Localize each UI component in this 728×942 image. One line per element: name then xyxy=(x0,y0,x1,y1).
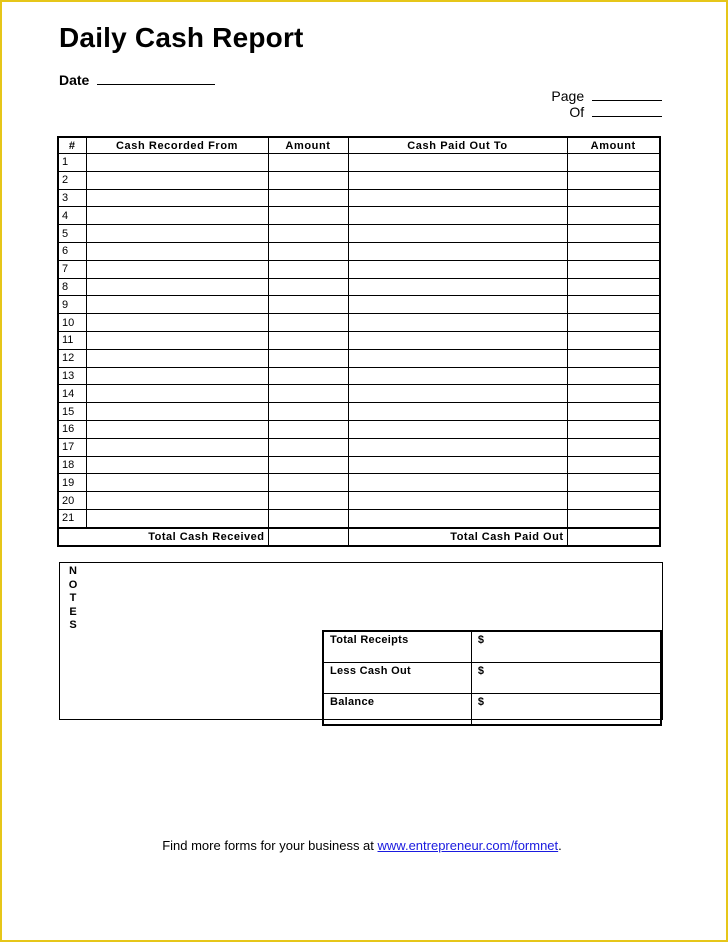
summary-row xyxy=(323,631,661,663)
amount-received-cell[interactable] xyxy=(268,278,348,296)
cash-recorded-from-cell[interactable] xyxy=(86,349,268,367)
column-header: Amount xyxy=(268,137,348,154)
table-row xyxy=(58,456,660,474)
row-number: 20 xyxy=(58,492,86,510)
table-row xyxy=(58,367,660,385)
summary-table xyxy=(322,630,662,726)
amount-received-cell[interactable] xyxy=(268,242,348,260)
cash-paid-out-to-cell[interactable] xyxy=(348,331,567,349)
notes-letter: O xyxy=(68,578,78,591)
cash-paid-out-to-cell[interactable] xyxy=(348,296,567,314)
row-number: 1 xyxy=(58,154,86,172)
amount-received-cell[interactable] xyxy=(268,296,348,314)
row-number: 14 xyxy=(58,385,86,403)
table-row xyxy=(58,207,660,225)
summary-row xyxy=(323,694,661,726)
amount-paid-cell[interactable] xyxy=(567,403,660,421)
row-number: 4 xyxy=(58,207,86,225)
cash-paid-out-to-cell[interactable] xyxy=(348,225,567,243)
amount-paid-cell[interactable] xyxy=(567,474,660,492)
amount-received-cell[interactable] xyxy=(268,331,348,349)
amount-received-cell[interactable] xyxy=(268,438,348,456)
table-row xyxy=(58,171,660,189)
cash-paid-out-to-cell[interactable] xyxy=(348,438,567,456)
cash-recorded-from-cell[interactable] xyxy=(86,171,268,189)
footer-text: Find more forms for your business at xyxy=(162,838,378,853)
amount-paid-cell[interactable] xyxy=(567,420,660,438)
cash-recorded-from-cell[interactable] xyxy=(86,492,268,510)
table-row xyxy=(58,314,660,332)
cash-paid-out-to-cell[interactable] xyxy=(348,314,567,332)
table-row xyxy=(58,154,660,172)
cash-table xyxy=(57,136,661,547)
table-row xyxy=(58,331,660,349)
amount-received-cell[interactable] xyxy=(268,474,348,492)
of-label: Of xyxy=(569,104,585,120)
column-header: Cash Recorded From xyxy=(86,137,268,154)
cash-paid-out-to-cell[interactable] xyxy=(348,154,567,172)
amount-paid-cell[interactable] xyxy=(567,225,660,243)
summary-label: Less Cash Out xyxy=(323,663,471,694)
cash-recorded-from-cell[interactable] xyxy=(86,260,268,278)
row-number: 10 xyxy=(58,314,86,332)
summary-label: Total Receipts xyxy=(323,631,471,663)
row-number: 6 xyxy=(58,242,86,260)
column-header: Cash Paid Out To xyxy=(348,137,567,154)
cash-paid-out-to-cell[interactable] xyxy=(348,403,567,421)
cash-paid-out-to-cell[interactable] xyxy=(348,171,567,189)
total-cash-received-cell[interactable] xyxy=(268,528,348,546)
footer-link[interactable]: www.entrepreneur.com/formnet xyxy=(377,838,559,853)
total-cash-paid-out-cell[interactable] xyxy=(567,528,660,546)
notes-letter: T xyxy=(69,592,77,604)
table-row xyxy=(58,438,660,456)
row-number: 7 xyxy=(58,260,86,278)
cash-paid-out-to-cell[interactable] xyxy=(348,509,567,527)
amount-paid-cell[interactable] xyxy=(567,278,660,296)
summary-value[interactable]: $ xyxy=(471,663,661,694)
summary-value[interactable]: $ xyxy=(471,631,661,663)
amount-paid-cell[interactable] xyxy=(567,349,660,367)
notes-letter: S xyxy=(69,619,77,631)
date-label: Date xyxy=(59,72,90,88)
amount-received-cell[interactable] xyxy=(268,349,348,367)
page-blank-line[interactable] xyxy=(592,88,662,101)
amount-received-cell[interactable] xyxy=(268,314,348,332)
cash-paid-out-to-cell[interactable] xyxy=(348,456,567,474)
row-number: 12 xyxy=(58,349,86,367)
table-row xyxy=(58,420,660,438)
amount-paid-cell[interactable] xyxy=(567,438,660,456)
amount-received-cell[interactable] xyxy=(268,207,348,225)
notes-letter: N xyxy=(69,565,77,577)
cash-recorded-from-cell[interactable] xyxy=(86,474,268,492)
total-cash-paid-out-label: Total Cash Paid Out xyxy=(348,528,567,546)
totals-row xyxy=(58,528,660,546)
table-row xyxy=(58,474,660,492)
amount-paid-cell[interactable] xyxy=(567,509,660,527)
amount-received-cell[interactable] xyxy=(268,420,348,438)
amount-paid-cell[interactable] xyxy=(567,314,660,332)
table-row xyxy=(58,403,660,421)
table-row xyxy=(58,260,660,278)
row-number: 13 xyxy=(58,367,86,385)
cash-paid-out-to-cell[interactable] xyxy=(348,474,567,492)
amount-received-cell[interactable] xyxy=(268,171,348,189)
footer-suffix: . xyxy=(558,838,562,853)
row-number: 9 xyxy=(58,296,86,314)
row-number: 15 xyxy=(58,403,86,421)
cash-recorded-from-cell[interactable] xyxy=(86,154,268,172)
amount-received-cell[interactable] xyxy=(268,367,348,385)
cash-paid-out-to-cell[interactable] xyxy=(348,278,567,296)
amount-paid-cell[interactable] xyxy=(567,456,660,474)
table-row xyxy=(58,278,660,296)
amount-paid-cell[interactable] xyxy=(567,492,660,510)
amount-paid-cell[interactable] xyxy=(567,189,660,207)
row-number: 11 xyxy=(58,331,86,349)
amount-paid-cell[interactable] xyxy=(567,296,660,314)
cash-paid-out-to-cell[interactable] xyxy=(348,385,567,403)
amount-paid-cell[interactable] xyxy=(567,260,660,278)
row-number: 5 xyxy=(58,225,86,243)
table-header-row xyxy=(58,137,660,154)
notes-label xyxy=(68,565,78,633)
cash-recorded-from-cell[interactable] xyxy=(86,225,268,243)
amount-paid-cell[interactable] xyxy=(567,385,660,403)
row-number: 21 xyxy=(58,509,86,527)
row-number: 17 xyxy=(58,438,86,456)
date-field xyxy=(59,72,215,88)
cash-recorded-from-cell[interactable] xyxy=(86,314,268,332)
column-header: # xyxy=(58,137,86,154)
amount-paid-cell[interactable] xyxy=(567,331,660,349)
amount-paid-cell[interactable] xyxy=(567,154,660,172)
row-number: 18 xyxy=(58,456,86,474)
row-number: 2 xyxy=(58,171,86,189)
amount-paid-cell[interactable] xyxy=(567,171,660,189)
of-blank-line[interactable] xyxy=(592,104,662,117)
total-cash-received-label: Total Cash Received xyxy=(58,528,268,546)
cash-recorded-from-cell[interactable] xyxy=(86,385,268,403)
amount-received-cell[interactable] xyxy=(268,225,348,243)
cash-recorded-from-cell[interactable] xyxy=(86,509,268,527)
cash-recorded-from-cell[interactable] xyxy=(86,403,268,421)
table-row xyxy=(58,385,660,403)
row-number: 16 xyxy=(58,420,86,438)
cash-paid-out-to-cell[interactable] xyxy=(348,260,567,278)
table-row xyxy=(58,225,660,243)
cash-recorded-from-cell[interactable] xyxy=(86,367,268,385)
amount-received-cell[interactable] xyxy=(268,403,348,421)
cash-recorded-from-cell[interactable] xyxy=(86,331,268,349)
amount-received-cell[interactable] xyxy=(268,260,348,278)
table-row xyxy=(58,509,660,527)
summary-row xyxy=(323,663,661,694)
date-blank-line[interactable] xyxy=(97,72,215,85)
amount-received-cell[interactable] xyxy=(268,509,348,527)
cash-recorded-from-cell[interactable] xyxy=(86,189,268,207)
amount-received-cell[interactable] xyxy=(268,154,348,172)
page-label: Page xyxy=(551,88,585,104)
amount-received-cell[interactable] xyxy=(268,189,348,207)
cash-recorded-from-cell[interactable] xyxy=(86,456,268,474)
cash-paid-out-to-cell[interactable] xyxy=(348,492,567,510)
table-row xyxy=(58,349,660,367)
amount-paid-cell[interactable] xyxy=(567,207,660,225)
cash-recorded-from-cell[interactable] xyxy=(86,420,268,438)
cash-paid-out-to-cell[interactable] xyxy=(348,420,567,438)
amount-paid-cell[interactable] xyxy=(567,367,660,385)
amount-received-cell[interactable] xyxy=(268,385,348,403)
notes-letter: E xyxy=(69,605,77,618)
cash-recorded-from-cell[interactable] xyxy=(86,242,268,260)
cash-recorded-from-cell[interactable] xyxy=(86,438,268,456)
cash-paid-out-to-cell[interactable] xyxy=(348,367,567,385)
cash-paid-out-to-cell[interactable] xyxy=(348,189,567,207)
cash-recorded-from-cell[interactable] xyxy=(86,296,268,314)
cash-recorded-from-cell[interactable] xyxy=(86,278,268,296)
amount-received-cell[interactable] xyxy=(268,456,348,474)
table-row xyxy=(58,492,660,510)
row-number: 8 xyxy=(58,278,86,296)
cash-paid-out-to-cell[interactable] xyxy=(348,349,567,367)
summary-value[interactable]: $ xyxy=(471,694,661,726)
page-of-fields xyxy=(551,88,662,120)
amount-paid-cell[interactable] xyxy=(567,242,660,260)
table-row xyxy=(58,296,660,314)
row-number: 19 xyxy=(58,474,86,492)
amount-received-cell[interactable] xyxy=(268,492,348,510)
row-number: 3 xyxy=(58,189,86,207)
footer xyxy=(2,838,722,853)
table-row xyxy=(58,189,660,207)
column-header: Amount xyxy=(567,137,660,154)
cash-recorded-from-cell[interactable] xyxy=(86,207,268,225)
summary-label: Balance xyxy=(323,694,471,726)
table-row xyxy=(58,242,660,260)
cash-paid-out-to-cell[interactable] xyxy=(348,242,567,260)
cash-paid-out-to-cell[interactable] xyxy=(348,207,567,225)
page-title: Daily Cash Report xyxy=(59,22,304,53)
